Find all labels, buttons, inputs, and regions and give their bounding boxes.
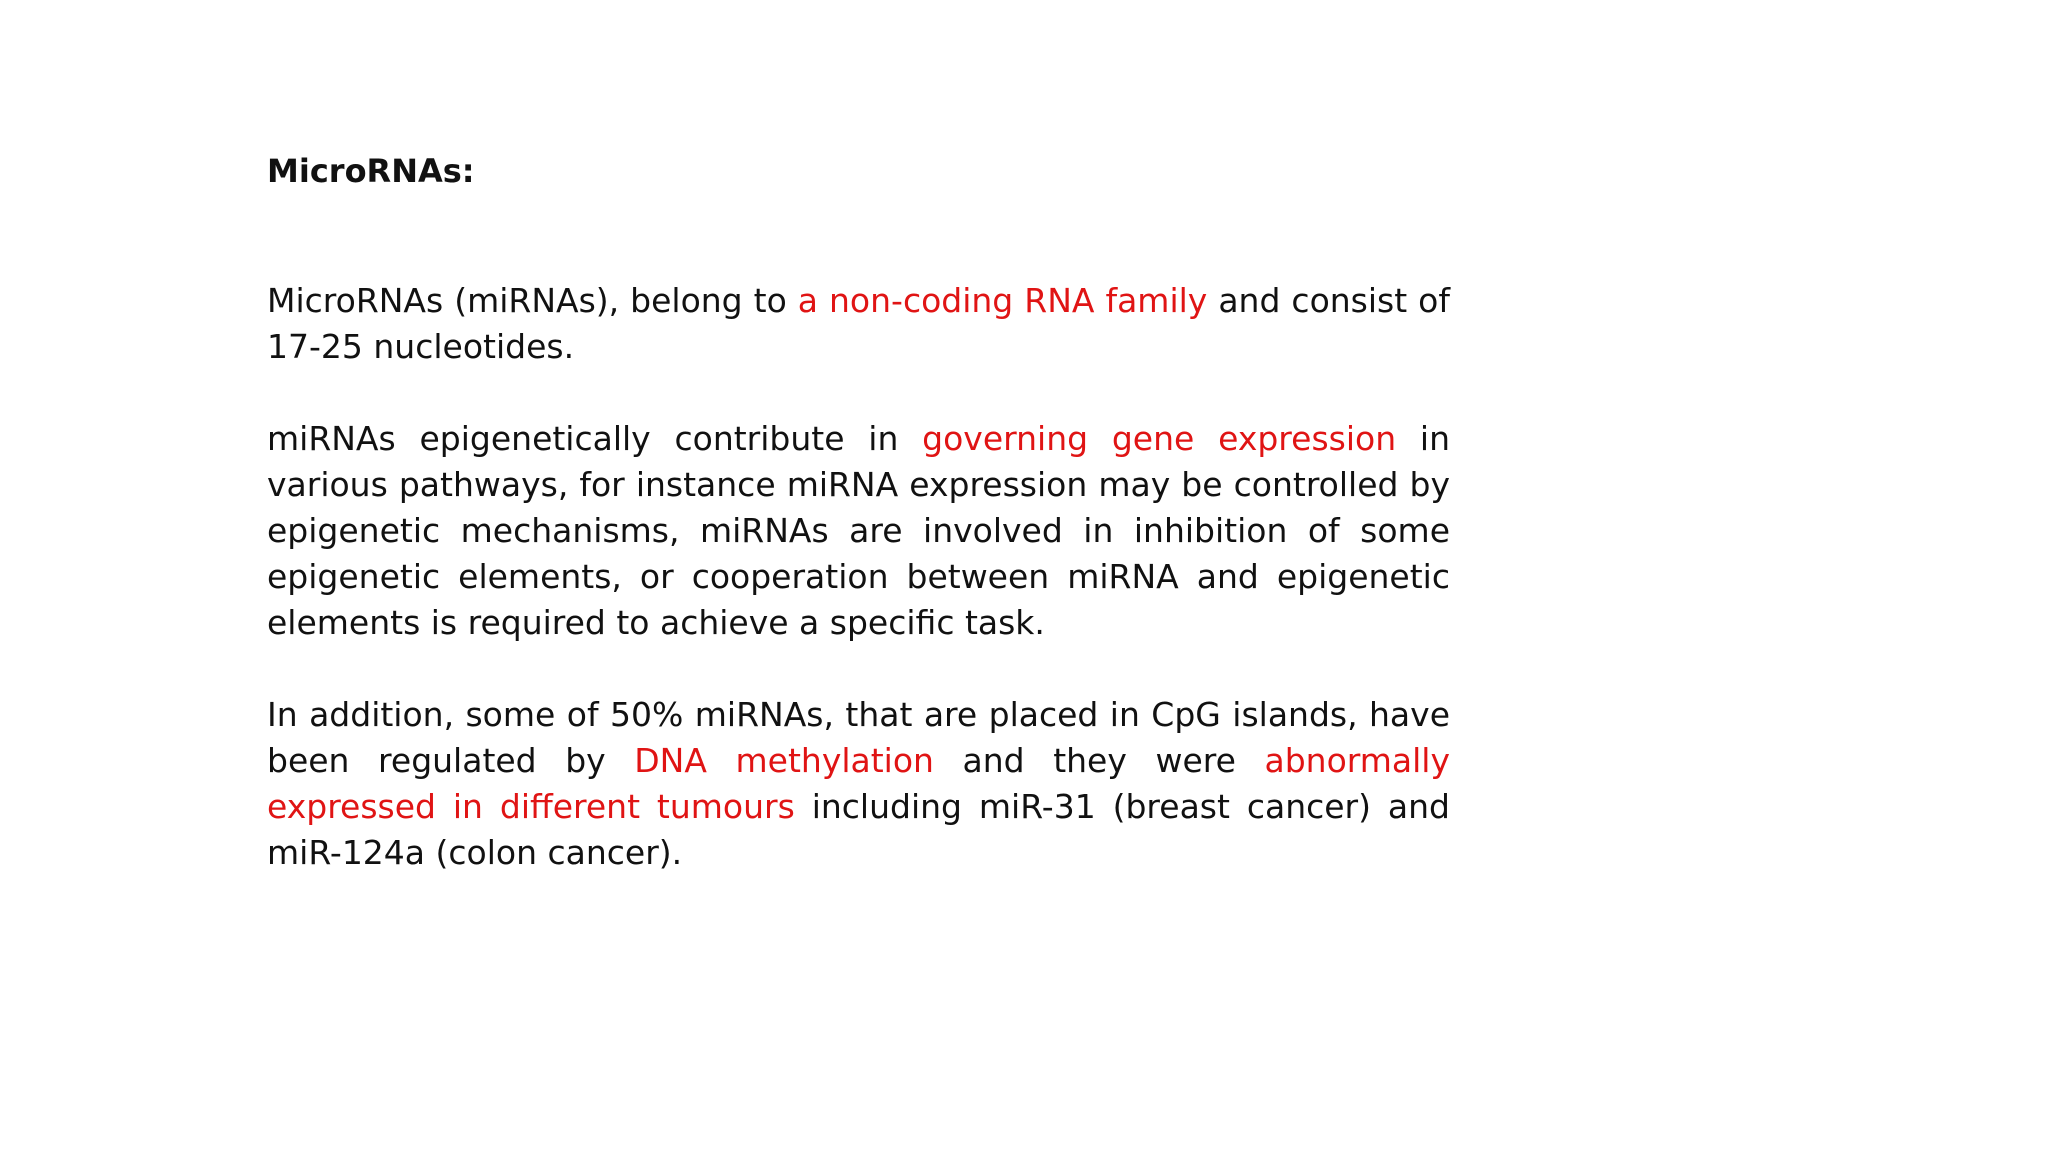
paragraph-1-text-1: MicroRNAs (miRNAs), belong to — [267, 281, 798, 320]
paragraph-3-text-2: and they were — [933, 741, 1265, 780]
paragraph-1-highlight-1: a non-coding RNA family — [797, 281, 1208, 320]
paragraph-3-highlight-1: DNA methylation — [634, 741, 934, 780]
paragraph-methylation — [267, 692, 1450, 876]
paragraph-2-text-1: miRNAs epigenetically contribute in — [267, 419, 923, 458]
slide-content — [267, 148, 1450, 876]
paragraph-3-text-3: including miR-31 (breast cancer) and miR-124a (colon cancer). — [267, 787, 1450, 872]
paragraph-gene-expression — [267, 416, 1450, 646]
paragraph-3-text-1: In addition, some of 50% miRNAs, that are placed in CpG islands, have been regulated by — [267, 695, 1450, 780]
slide-title: MicroRNAs: — [267, 152, 475, 190]
paragraph-3-highlight-2: abnormally expressed in different tumours — [267, 741, 1450, 826]
paragraph-2-highlight-1: governing gene expression — [922, 419, 1397, 458]
paragraph-definition — [267, 278, 1450, 370]
paragraph-1-text-2: and consist of 17-25 nucleotides. — [267, 281, 1450, 366]
paragraph-2-text-2: in various pathways, for instance miRNA expression may be controlled by epigenetic mechanisms, miRNAs are involved in inhibition of some epigenetic elements, or cooperation between miRNA and epigenetic elements is required to achieve a specific task. — [267, 419, 1450, 642]
